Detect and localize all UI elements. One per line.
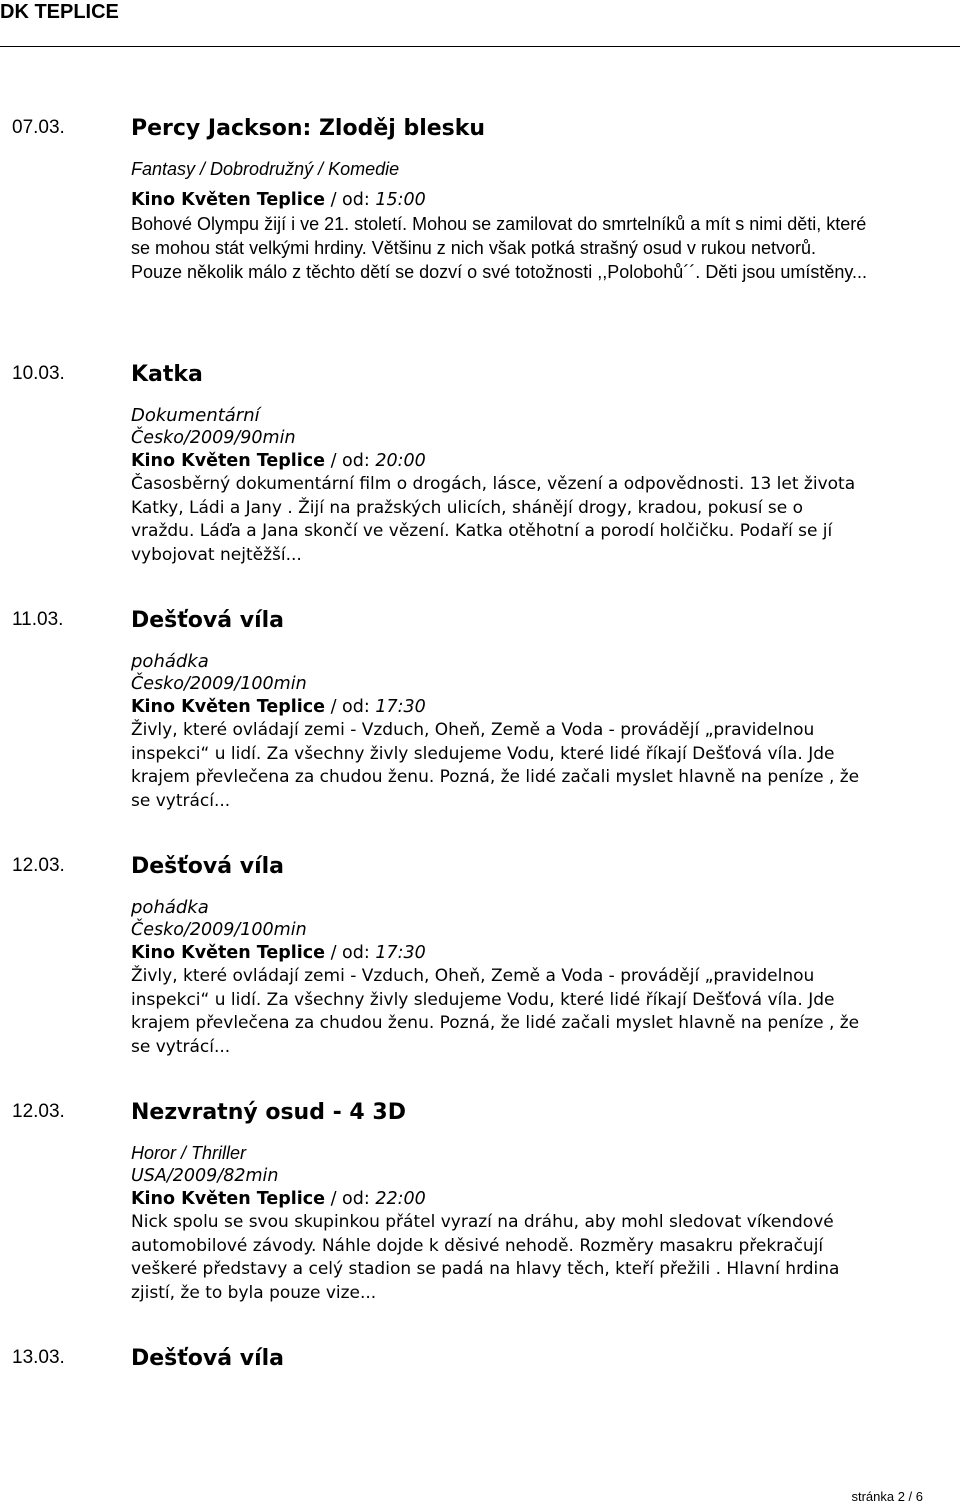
entry-description: Živly, které ovládají zemi - Vzduch, Oheň, Země a Voda - provádějí „pravidelnou inspekci“ u lidí. Za všechny živly sledujeme Vodu, které lidé říkají Dešťová víla. Jde krajem převlečena za chudou ženu. Pozná, že lidé začali myslet hlavně na peníze , že se vytrácí... bbox=[131, 720, 860, 811]
cinema-name: Kino Květen Teplice bbox=[131, 697, 326, 717]
entry-description: Bohové Olympu žijí i ve 21. století. Mohou se zamilovat do smrtelníků a mít s nimi děti, které se mohou stát velkými hrdiny. Většinu z nich však potká strašný osud v rukou netvorů. Pouze několik málo z těchto dětí se dozví o své totožnosti ,,Polobohů´´. Děti jsou umístěny... bbox=[131, 214, 868, 282]
entry-description: Časosběrný dokumentární film o drogách, lásce, vězení a odpovědnosti. 13 let života Katky, Ládi a Jany . Žijí na pražských ulicích, shánějí drogy, kradou, pokusí se o vraždu. Láďa a Jana skončí ve vězení. Katka otěhotní a porodí holčičku. Podaří se jí vybojovat nejtěžší... bbox=[131, 474, 856, 565]
screening-time: 15:00 bbox=[375, 190, 426, 210]
screening-time: 20:00 bbox=[375, 451, 426, 471]
entry-description: Nick spolu se svou skupinkou přátel vyrazí na dráhu, aby mohl sledovat víkendové automobilové závody. Náhle dojde k děsivé nehodě. Rozměry masakru překračují veškeré představy a celý stadion se padá na hlavy těch, kteří přežili . Hlavní hrdina zjistí, že to byla pouze vize... bbox=[131, 1212, 840, 1303]
screening-line bbox=[131, 1188, 871, 1211]
entry-date: 12.03. bbox=[12, 855, 65, 876]
screening-time: 22:00 bbox=[375, 1189, 426, 1209]
entry-genre: pohádka bbox=[131, 651, 209, 672]
entry-title: Katka bbox=[131, 362, 203, 387]
screening-line bbox=[131, 450, 871, 473]
entry-date: 13.03. bbox=[12, 1347, 65, 1368]
entry-genre: Horor / Thriller bbox=[131, 1143, 247, 1163]
screening-time: 17:30 bbox=[375, 943, 426, 963]
time-label: / od: bbox=[330, 943, 370, 963]
cinema-name: Kino Květen Teplice bbox=[131, 943, 326, 963]
entry-content bbox=[131, 608, 871, 813]
time-label: / od: bbox=[330, 697, 370, 717]
screening-line bbox=[131, 189, 871, 212]
cinema-name: Kino Květen Teplice bbox=[131, 1189, 326, 1209]
entry-title: Dešťová víla bbox=[131, 854, 285, 879]
entry-content bbox=[131, 1100, 871, 1305]
screening-time: 17:30 bbox=[375, 697, 426, 717]
entry-date: 07.03. bbox=[12, 117, 65, 138]
header-divider bbox=[0, 46, 960, 47]
entry-date: 12.03. bbox=[12, 1101, 65, 1122]
screening-line bbox=[131, 942, 871, 965]
entry-description: Živly, které ovládají zemi - Vzduch, Oheň, Země a Voda - provádějí „pravidelnou inspekci“ u lidí. Za všechny živly sledujeme Vodu, které lidé říkají Dešťová víla. Jde krajem převlečena za chudou ženu. Pozná, že lidé začali myslet hlavně na peníze , že se vytrácí... bbox=[131, 966, 860, 1057]
entry-date: 11.03. bbox=[12, 609, 64, 630]
cinema-name: Kino Květen Teplice bbox=[131, 451, 326, 471]
entry-content bbox=[131, 1346, 871, 1388]
page-number: stránka 2 / 6 bbox=[851, 1489, 923, 1504]
time-label: / od: bbox=[330, 1189, 370, 1209]
entry-genre: Fantasy / Dobrodružný / Komedie bbox=[131, 159, 400, 179]
time-label: / od: bbox=[330, 451, 370, 471]
entry-title: Dešťová víla bbox=[131, 608, 285, 633]
entry-genre: pohádka bbox=[131, 897, 209, 918]
entry-info: USA/2009/82min bbox=[131, 1166, 279, 1186]
time-label: / od: bbox=[330, 190, 370, 210]
entry-info: Česko/2009/100min bbox=[131, 674, 307, 694]
entry-info: Česko/2009/90min bbox=[131, 428, 296, 448]
entry-content bbox=[131, 362, 871, 567]
entry-content bbox=[131, 854, 871, 1059]
entry-title: Percy Jackson: Zloděj blesku bbox=[131, 116, 486, 141]
entry-content bbox=[131, 116, 871, 284]
entry-date: 10.03. bbox=[12, 363, 65, 384]
entry-info: Česko/2009/100min bbox=[131, 920, 307, 940]
entry-title: Dešťová víla bbox=[131, 1346, 285, 1371]
entry-genre: Dokumentární bbox=[131, 405, 260, 426]
entry-title: Nezvratný osud - 4 3D bbox=[131, 1100, 406, 1125]
screening-line bbox=[131, 696, 871, 719]
cinema-name: Kino Květen Teplice bbox=[131, 190, 326, 210]
page-header-title: DK TEPLICE bbox=[0, 1, 119, 23]
